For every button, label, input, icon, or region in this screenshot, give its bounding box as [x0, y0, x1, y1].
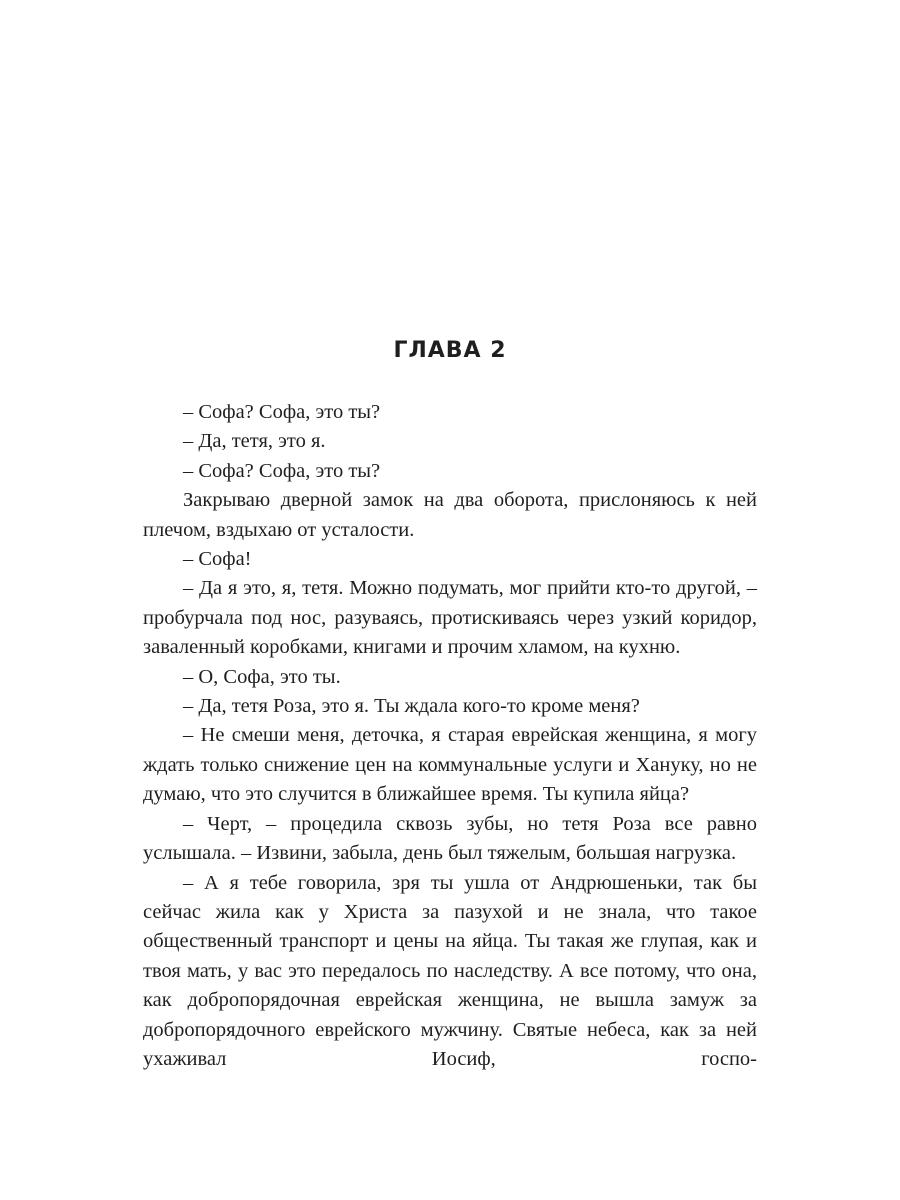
chapter-body: [143, 398, 757, 1074]
paragraph: – О, Софа, это ты.: [183, 665, 341, 688]
paragraph: – Софа!: [183, 548, 252, 571]
paragraph: – Да я это, я, тетя. Можно подумать, мог прийти кто-то другой, – пробурчала под нос, разуваясь, протискиваясь через узкий коридор, заваленный коробками, книгами и прочим хламом, на кухню.: [143, 577, 757, 659]
paragraph: – А я тебе говорила, зря ты ушла от Андрюшеньки, так бы сейчас жила как у Христа за пазухой и не знала, что такое общественный транспорт и цены на яйца. Ты такая же глупая, как и твоя мать, у вас это передалось по наследству. А все потому, что она, как добропорядочная еврейская женщина, не вышла замуж за добропорядочного еврейского мужчину. Святые небеса, как за ней ухаживал Иосиф, госпо-: [143, 871, 757, 1070]
chapter-title: ГЛАВА 2: [393, 338, 507, 363]
paragraph: – Не смеши меня, деточка, я старая еврейская женщина, я могу ждать только снижение цен на коммунальные услуги и Хануку, но не думаю, что это случится в ближайшее время. Ты купила яйца?: [143, 724, 757, 806]
paragraph: – Черт, – процедила сквозь зубы, но тетя Роза все равно услышала. – Извини, забыла, день был тяжелым, большая нагрузка.: [143, 812, 757, 865]
paragraph: – Да, тетя, это я.: [183, 430, 326, 453]
paragraph: – Да, тетя Роза, это я. Ты ждала кого-то кроме меня?: [183, 695, 640, 718]
paragraph: Закрываю дверной замок на два оборота, прислоняюсь к ней плечом, вздыхаю от усталости.: [143, 489, 757, 541]
paragraph: – Софа? Софа, это ты?: [183, 459, 381, 482]
paragraph: – Софа? Софа, это ты?: [183, 401, 381, 423]
